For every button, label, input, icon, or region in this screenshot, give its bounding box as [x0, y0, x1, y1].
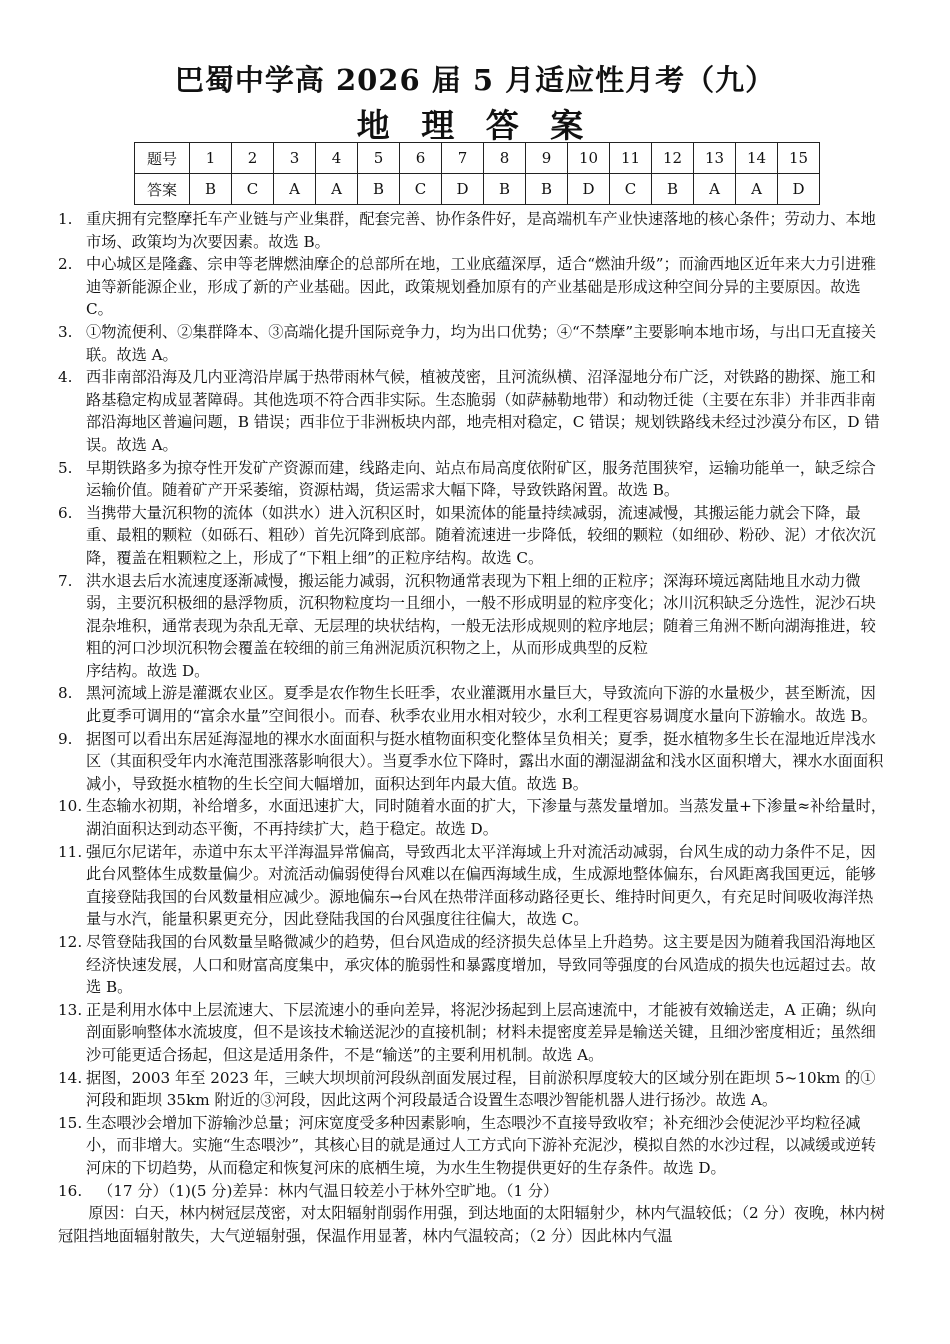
- question-number: 5: [358, 143, 400, 174]
- essay-question-16: [58, 1180, 888, 1203]
- item-text: 黑河流域上游是灌溉农业区。夏季是农作物生长旺季，农业灌溉用水量巨大，导致流向下游的水量极少，甚至断流，因此夏季可调用的“富余水量”空间很小。而春、秋季农业用水相对较少，水利工程更容易调度水量向下游输水。故选 B。: [86, 684, 877, 726]
- item-number: 1.: [58, 210, 73, 228]
- item-number: 16.: [58, 1181, 83, 1200]
- item-text: 尽管登陆我国的台风数量呈略微减少的趋势，但台风造成的经济损失总体呈上升趋势。这主要是因为随着我国沿海地区经济快速发展，人口和财富高度集中，承灾体的脆弱性和暴露度增加，导致同等强度的台风造成的损失也远超过去。故选 B。: [86, 933, 876, 997]
- item-text: 正是利用水体中上层流速大、下层流速小的垂向差异，将泥沙扬起到上层高速流中，才能被有效输送走，A 正确；纵向剖面影响整体水流坡度，但不是该技术输送泥沙的直接机制；材料未提密度差异是输送关键，且细沙密度相近；虽然细沙可能更适合扬起，但这是适用条件，不是“输送”的主要利用机制。故选 A。: [86, 1000, 877, 1064]
- answer-letter: B: [190, 174, 232, 205]
- row-label: 答案: [135, 174, 190, 205]
- answer-letter: D: [442, 174, 484, 205]
- question-number: 9: [526, 143, 568, 174]
- item-text: 早期铁路多为掠夺性开发矿产资源而建，线路走向、站点布局高度依附矿区，服务范围狭窄，运输功能单一，缺乏综合运输价值。随着矿产开采萎缩，资源枯竭，货运需求大幅下降，导致铁路闲置。故选 B。: [86, 458, 876, 500]
- answer-letter: C: [610, 174, 652, 205]
- q16-part1-reason: 原因：白天，林内树冠层茂密，对太阳辐射削弱作用强，到达地面的太阳辐射少，林内气温较低；（2 分）夜晚，林内树冠阻挡地面辐射散失，大气逆辐射强，保温作用显著，林内气温较高；（2 分）因此林内气温: [58, 1204, 886, 1245]
- explanation-item: [58, 841, 888, 931]
- answer-row: [135, 174, 820, 205]
- question-number: 4: [316, 143, 358, 174]
- explanation-item: [58, 366, 888, 456]
- question-number: 12: [652, 143, 694, 174]
- item-number: 11.: [58, 842, 83, 861]
- item-number: 14.: [58, 1068, 83, 1087]
- item-text: 序结构。故选 D。: [86, 661, 210, 680]
- item-text: 中心城区是隆鑫、宗申等老牌燃油摩企的总部所在地，工业底蕴深厚，适合“燃油升级”；而渝西地区近年来大力引进雅迪等新能源企业，形成了新的产业基础。因此，政策规划叠加原有的产业基础是形成这种空间分异的主要原因。故选 C。: [86, 255, 877, 319]
- explanation-item: [58, 208, 888, 253]
- item-number: 15.: [58, 1113, 83, 1132]
- question-number-row: [135, 143, 820, 174]
- explanation-item: [58, 1112, 888, 1180]
- item-number: 4.: [58, 368, 73, 387]
- item-text: 据图可以看出东居延海湿地的裸水水面面积与挺水植物面积变化整体呈负相关；夏季，挺水植物多生长在湿地近岸浅水区（其面积受年内水淹范围涨落影响很大）。当夏季水位下降时，露出水面的潮湿湖盆和浅水区面积增大，裸水水面面积减小，导致挺水植物的生长空间大幅增加，面积达到年内最大值。故选 B。: [86, 729, 884, 793]
- item-number: 5.: [58, 458, 73, 477]
- item-number: 7.: [58, 571, 73, 590]
- row-label: 题号: [135, 143, 190, 174]
- q16-part1-difference: （17 分）（1)(5 分)差异：林内气温日较差小于林外空旷地。（1 分）: [98, 1181, 559, 1200]
- explanation-item: [58, 502, 888, 570]
- explanation-item-continued: [58, 660, 888, 683]
- question-number: 1: [190, 143, 232, 174]
- item-text: ①物流便利、②集群降本、③高端化提升国际竞争力，均为出口优势；④“不禁摩”主要影响本地市场，与出口无直接关联。故选 A。: [86, 322, 877, 364]
- question-number: 6: [400, 143, 442, 174]
- question-number: 14: [736, 143, 778, 174]
- answer-letter: A: [736, 174, 778, 205]
- question-number: 8: [484, 143, 526, 174]
- question-number: 10: [568, 143, 610, 174]
- item-text: 强厄尔尼诺年，赤道中东太平洋海温异常偏高，导致西北太平洋海域上升对流活动减弱，台风生成的动力条件不足，因此台风整体生成数量偏少。对流活动偏弱使得台风难以在偏西海域生成，生成源地整体偏东，台风距离我国更远，能够直接登陆我国的台风数量相应减少。源地偏东→台风在热带洋面移动路径更长、维持时间更久，有充足时间吸收海洋热量与水汽，能量积累更充分，因此登陆我国的台风强度往往偏大，故选 C。: [86, 842, 876, 929]
- item-text: 重庆拥有完整摩托车产业链与产业集群，配套完善、协作条件好，是高端机车产业快速落地的核心条件；劳动力、本地市场、政策均为次要因素。故选 B。: [86, 210, 876, 251]
- answer-letter: C: [232, 174, 274, 205]
- item-text: 据图，2003 年至 2023 年，三峡大坝坝前河段纵剖面发展过程，目前淤积厚度较大的区域分别在距坝 5~10km 的①河段和距坝 35km 附近的③河段，因此这两个河段最适合设置生态喂沙智能机器人进行扬沙。故选 A。: [86, 1068, 876, 1110]
- item-number: 8.: [58, 684, 73, 703]
- answer-letter: A: [694, 174, 736, 205]
- page-title: 巴蜀中学高 2026 届 5 月适应性月考（九）: [174, 63, 776, 97]
- question-number: 2: [232, 143, 274, 174]
- answer-explanations: [58, 208, 888, 1247]
- answer-letter: D: [778, 174, 820, 205]
- item-number: 3.: [58, 322, 73, 341]
- item-text: 生态喂沙会增加下游输沙总量；河床宽度受多种因素影响，生态喂沙不直接导致收窄；补充细沙会使泥沙平均粒径减小，而非增大。实施“生态喂沙”，其核心目的就是通过人工方式向下游补充泥沙，模拟自然的水沙过程，以减缓或逆转河床的下切趋势，从而稳定和恢复河床的底栖生境，为水生生物提供更好的生存条件。故选 D。: [86, 1113, 877, 1177]
- item-text: 当携带大量沉积物的流体（如洪水）进入沉积区时，如果流体的能量持续减弱，流速减慢，其搬运能力就会下降，最重、最粗的颗粒（如砾石、粗砂）首先沉降到底部。随着流速进一步降低，较细的颗粒（如细砂、粉砂、泥）才依次沉降，覆盖在粗颗粒之上，形成了“下粗上细”的正粒序结构。故选 C。: [86, 503, 876, 567]
- answer-letter: A: [316, 174, 358, 205]
- question-number: 7: [442, 143, 484, 174]
- explanation-item: [58, 253, 888, 321]
- explanation-item: [58, 457, 888, 502]
- question-number: 3: [274, 143, 316, 174]
- explanation-item: [58, 321, 888, 366]
- item-number: 10.: [58, 797, 83, 816]
- answer-letter: B: [652, 174, 694, 205]
- answer-letter: D: [568, 174, 610, 205]
- item-number: 12.: [58, 933, 83, 951]
- answer-letter: C: [400, 174, 442, 205]
- explanation-item: [58, 728, 888, 796]
- answer-letter: B: [484, 174, 526, 205]
- explanation-item: [58, 931, 888, 999]
- question-number: 13: [694, 143, 736, 174]
- item-text: 生态输水初期，补给增多，水面迅速扩大，同时随着水面的扩大，下渗量与蒸发量增加。当蒸发量+下渗量≈补给量时，湖泊面积达到动态平衡，不再持续扩大，趋于稳定。故选 D。: [86, 797, 887, 839]
- item-number: 9.: [58, 729, 73, 748]
- explanation-item: [58, 795, 888, 840]
- explanation-item: [58, 570, 888, 660]
- item-text: 西非南部沿海及几内亚湾沿岸属于热带雨林气候，植被茂密，且河流纵横、沼泽湿地分布广泛，对铁路的勘探、施工和路基稳定构成显著障碍。其他选项不符合西非实际。生态脆弱（如萨赫勒地带）和动物迁徙（主要在东非）并非西非南部沿海地区普遍问题，B 错误；西非位于非洲板块内部，地壳相对稳定，C 错误；规划铁路线未经过沙漠分布区，D 错误。故选 A。: [86, 368, 880, 454]
- question-number: 11: [610, 143, 652, 174]
- page-subtitle: 地 理 答 案: [356, 106, 594, 145]
- item-number: 2.: [58, 255, 73, 274]
- answer-key-table: [134, 142, 820, 205]
- explanation-item: [58, 682, 888, 727]
- item-text: 洪水退去后水流速度逐渐减慢，搬运能力减弱，沉积物通常表现为下粗上细的正粒序；深海环境远离陆地且水动力微弱，主要沉积极细的悬浮物质，沉积物粒度均一且细小，一般不形成明显的粒序变化；冰川沉积缺乏分选性，泥沙石块混杂堆积，通常表现为杂乱无章、无层理的块状结构，一般无法形成规则的粒序地层；随着三角洲不断向湖海推进，较粗的河口沙坝沉积物会覆盖在较细的前三角洲泥质沉积物之上，从而形成典型的反粒: [86, 571, 876, 658]
- item-number: 6.: [58, 503, 73, 522]
- question-number: 15: [778, 143, 820, 174]
- answer-letter: B: [526, 174, 568, 205]
- item-number: 13.: [58, 1000, 83, 1019]
- answer-letter: A: [274, 174, 316, 205]
- answer-letter: B: [358, 174, 400, 205]
- explanation-item: [58, 999, 888, 1067]
- explanation-item: [58, 1067, 888, 1112]
